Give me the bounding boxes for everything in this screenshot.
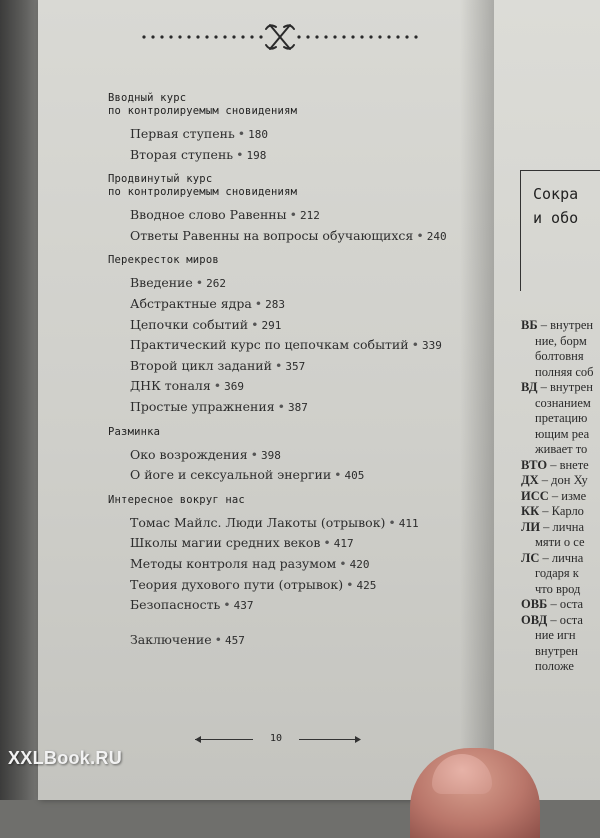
toc-entry-page: 398: [260, 448, 281, 462]
footer-arrow-left-icon: [195, 736, 201, 743]
abbreviation-line: [521, 613, 600, 629]
toc-entry-page: 369: [224, 380, 245, 394]
abbreviation-text: внутрен: [535, 643, 578, 658]
toc-entry: [130, 226, 488, 247]
footer-arrow-right-icon: [355, 736, 361, 743]
toc-entry-title: Безопасность: [130, 597, 221, 613]
toc-entry: [130, 445, 488, 466]
toc-separator: •: [323, 535, 331, 551]
abbreviation-term: ВД: [521, 380, 538, 394]
toc-section-heading: по контролируемым сновидениям: [108, 186, 298, 199]
toc-section-heading: Перекресток миров: [108, 254, 219, 267]
toc-entry-title: Томас Майлс. Люди Лакоты (отрывок): [130, 514, 386, 530]
toc-section-heading: по контролируемым сновидениям: [108, 105, 298, 117]
toc-separator: •: [277, 398, 285, 414]
toc-entry-page: 339: [421, 339, 442, 353]
toc-conclusion: [108, 630, 488, 651]
toc-entry-title: Цепочки событий: [130, 316, 249, 332]
abbreviation-text: – лична: [540, 519, 584, 534]
toc-entry-list: [108, 445, 488, 486]
abbreviation-line: [521, 396, 600, 412]
ornament-divider: [140, 20, 420, 54]
toc-entry-title: Школы магии средних веков: [130, 535, 321, 551]
toc-entry: [130, 554, 488, 575]
toc-entry-title: Практический курс по цепочкам событий: [130, 337, 409, 353]
toc-entry-page: 425: [356, 578, 377, 592]
abbreviation-line: [521, 597, 600, 613]
toc-entry-page: 240: [426, 229, 447, 243]
toc-separator: •: [223, 597, 231, 613]
abbreviation-line: [521, 628, 600, 644]
toc-entry-page: 180: [248, 128, 269, 141]
toc-entry-page: 212: [299, 209, 320, 223]
toc-conclusion-page: 457: [224, 633, 245, 647]
abbreviation-term: ОВБ: [521, 597, 548, 611]
abbreviation-text: – оста: [547, 612, 583, 627]
abbreviation-text: что врод: [535, 581, 581, 596]
toc-entry-page: 417: [333, 537, 354, 551]
toc-entry-page: 437: [233, 599, 254, 613]
toc-entry-list: [108, 124, 488, 165]
abbreviation-term: ИСС: [521, 488, 549, 503]
table-of-contents: [108, 92, 488, 650]
toc-section: [108, 92, 488, 165]
toc-separator: •: [213, 378, 222, 394]
abbreviation-term: ОВД: [521, 612, 548, 627]
abbreviation-text: – лична: [539, 550, 584, 565]
abbreviation-term: ЛИ: [521, 519, 541, 534]
toc-separator: •: [334, 467, 342, 483]
abbreviation-line: [521, 520, 600, 536]
abbreviation-text: – внутрен: [537, 380, 593, 394]
toc-entry-title: Введение: [130, 275, 193, 291]
abbreviation-line: [521, 334, 600, 350]
toc-entry-title: ДНК тоналя: [130, 378, 211, 394]
toc-conclusion-title: Заключение: [130, 631, 212, 647]
abbreviation-text: – дон Ху: [538, 473, 588, 487]
abbreviation-line: [521, 365, 600, 381]
abbreviations-box: [520, 170, 600, 291]
abbreviation-text: сознанием: [535, 395, 591, 410]
toc-section: [108, 426, 488, 486]
abbreviation-text: претацию: [535, 411, 588, 425]
toc-entry-page: 291: [261, 318, 282, 332]
abbreviation-text: болтовня: [535, 349, 584, 363]
abbreviation-text: ние игн: [535, 628, 576, 642]
toc-separator: •: [274, 357, 283, 373]
toc-entry: [130, 145, 488, 166]
toc-entry-title: Абстрактные ядра: [130, 295, 252, 311]
abbreviation-term: ВТО: [521, 457, 548, 472]
toc-entry-page: 387: [287, 400, 308, 414]
footer-rule-left: [195, 739, 253, 740]
abbreviation-text: живает то: [535, 442, 588, 456]
abbreviation-line: [521, 318, 600, 334]
toc-entry-title: Ответы Равенны на вопросы обучающихся: [130, 227, 414, 243]
footer-rule-right: [299, 739, 357, 740]
abbreviation-line: [521, 644, 600, 660]
toc-entry: [130, 376, 488, 397]
abbreviation-line: [521, 380, 600, 396]
toc-entry-title: Методы контроля над разумом: [130, 555, 337, 571]
toc-entry-page: 411: [398, 516, 419, 530]
abbreviation-term: ВБ: [521, 318, 538, 332]
abbreviation-term: ДХ: [521, 473, 539, 487]
abbreviation-line: [521, 473, 600, 489]
page-number: 10: [269, 733, 283, 744]
watermark: XXLBook.RU: [8, 748, 123, 768]
toc-section: [108, 173, 488, 246]
abbreviation-line: [521, 349, 600, 365]
toc-entry-page: 262: [206, 277, 227, 291]
abbreviation-text: годаря к: [535, 566, 579, 580]
toc-entry: [130, 335, 488, 356]
abbreviation-line: [521, 489, 600, 505]
toc-section-heading: Разминка: [108, 425, 161, 438]
abbreviation-text: – внете: [547, 457, 589, 472]
toc-entry: [130, 533, 488, 554]
book-page-right: [494, 0, 600, 800]
toc-entry: [130, 575, 488, 596]
toc-separator: •: [214, 631, 222, 647]
toc-entry: [130, 513, 488, 534]
toc-entry-page: 357: [285, 359, 306, 373]
toc-section-heading: Вводный курс: [108, 92, 187, 104]
toc-section-heading: Интересное вокруг нас: [108, 493, 245, 506]
abbreviation-text: – оста: [547, 597, 584, 611]
toc-separator: •: [411, 337, 419, 353]
toc-entry-page: 198: [246, 148, 267, 162]
toc-entry-title: Первая ступень: [130, 126, 235, 141]
box-title-line-1: Сокра: [533, 185, 579, 203]
abbreviation-text: ющим реа: [535, 426, 590, 441]
toc-separator: •: [237, 126, 246, 141]
toc-entry-title: Второй цикл заданий: [130, 357, 272, 373]
toc-entry: [130, 595, 488, 616]
abbreviation-text: положе: [535, 659, 574, 673]
toc-section: [108, 494, 488, 616]
toc-separator: •: [388, 514, 396, 530]
toc-entry: [130, 465, 488, 486]
toc-separator: •: [195, 275, 204, 291]
toc-entry-title: Вводное слово Равенны: [130, 207, 287, 223]
toc-separator: •: [250, 446, 258, 462]
toc-entry: [130, 315, 488, 336]
toc-separator: •: [416, 227, 424, 243]
toc-entry-page: 283: [265, 297, 286, 311]
abbreviation-text: – измe: [548, 488, 587, 503]
abbreviation-line: [521, 411, 600, 427]
toc-entry-title: Око возрождения: [130, 446, 248, 462]
abbreviation-line: [521, 535, 600, 551]
toc-entry-list: [108, 205, 488, 246]
toc-entry-list: [108, 273, 488, 417]
abbreviation-text: – внутрен: [537, 318, 594, 332]
abbreviation-line: [521, 427, 600, 443]
toc-separator: •: [251, 316, 259, 332]
toc-separator: •: [346, 576, 354, 592]
abbreviation-line: [521, 551, 600, 567]
abbreviation-list: [521, 318, 600, 675]
toc-separator: •: [236, 146, 244, 162]
toc-entry-page: 420: [349, 557, 370, 571]
page-footer: [195, 733, 365, 747]
toc-separator: •: [254, 295, 263, 311]
abbreviation-line: [521, 442, 600, 458]
toc-section-heading: Продвинутый курс: [108, 173, 213, 186]
toc-section: [108, 254, 488, 417]
toc-entry-title: Вторая ступень: [130, 146, 234, 162]
toc-entry: [130, 397, 488, 418]
abbreviation-line: [521, 566, 600, 582]
toc-separator: •: [289, 207, 297, 223]
toc-entry: [130, 205, 488, 226]
abbreviation-text: мяти о се: [535, 535, 585, 549]
toc-entry: [130, 273, 488, 294]
abbreviation-text: – Карло: [539, 504, 584, 518]
abbreviation-line: [521, 582, 600, 598]
toc-entry: [130, 294, 488, 315]
toc-entry: [130, 356, 488, 377]
abbreviation-term: КК: [521, 504, 540, 518]
abbreviation-line: [521, 504, 600, 520]
toc-entry: [130, 124, 488, 145]
box-title-line-2: и обо: [533, 209, 579, 227]
abbreviation-line: [521, 458, 600, 474]
toc-entry-list: [108, 513, 488, 616]
abbreviation-line: [521, 659, 600, 675]
toc-entry-page: 405: [344, 469, 365, 483]
background-left: [0, 0, 40, 800]
abbreviation-text: полняя соб: [535, 364, 594, 379]
toc-separator: •: [339, 555, 347, 571]
abbreviation-text: ние, борм: [535, 333, 587, 348]
toc-entry-title: О йоге и сексуальной энергии: [130, 467, 332, 483]
toc-entry-title: Теория духового пути (отрывок): [130, 576, 344, 592]
toc-entry-title: Простые упражнения: [130, 398, 275, 414]
abbreviation-term: ЛС: [521, 550, 540, 565]
